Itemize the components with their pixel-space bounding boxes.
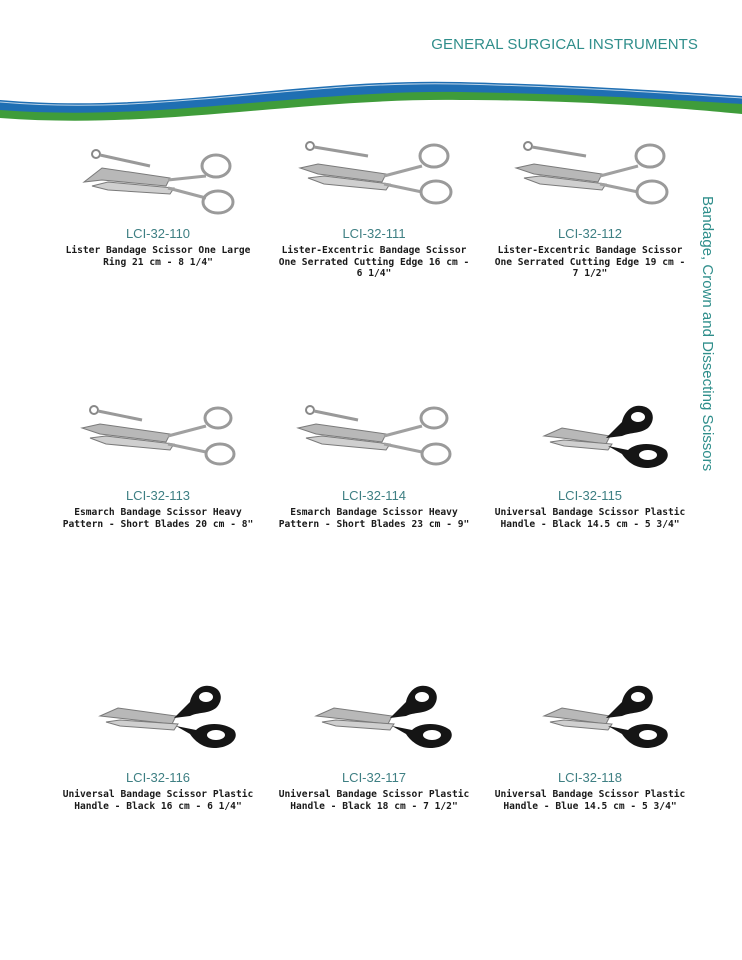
page-title: GENERAL SURGICAL INSTRUMENTS [431,36,698,53]
product-code: LCI-32-115 [557,488,623,503]
product-description: Lister Bandage Scissor One Large Ring 21 cm - 8 1/4" [65,245,251,268]
plastic-handle-scissor-icon [510,402,670,482]
product-description: Esmarch Bandage Scissor Heavy Pattern - Short Blades 20 cm - 8" [62,507,254,530]
product-lci-32-117 [274,684,474,812]
product-lci-32-115 [490,402,690,530]
product-lci-32-112 [490,140,690,280]
section-side-title: Bandage, Crown and Dissecting Scissors [699,196,716,472]
plastic-handle-scissor-icon [78,684,238,764]
product-code: LCI-32-114 [341,488,407,503]
product-code: LCI-32-117 [341,770,407,785]
product-lci-32-111 [274,140,474,280]
plastic-handle-scissor-icon [510,684,670,764]
product-lci-32-118 [490,684,690,812]
header-wave-banner [0,78,742,130]
product-code: LCI-32-118 [557,770,623,785]
metal-bandage-scissor-icon [294,402,454,482]
product-description: Lister-Excentric Bandage Scissor One Serrated Cutting Edge 16 cm - 6 1/4" [278,245,470,279]
product-lci-32-113 [58,402,258,530]
product-code: LCI-32-113 [125,488,191,503]
product-description: Universal Bandage Scissor Plastic Handle - Blue 14.5 cm - 5 3/4" [494,789,686,812]
product-lci-32-116 [58,684,258,812]
metal-bandage-scissor-icon [78,140,238,220]
product-description: Universal Bandage Scissor Plastic Handle - Black 16 cm - 6 1/4" [62,789,254,812]
product-description: Esmarch Bandage Scissor Heavy Pattern - Short Blades 23 cm - 9" [278,507,470,530]
product-code: LCI-32-116 [125,770,191,785]
product-lci-32-110 [58,140,258,268]
metal-bandage-scissor-icon [294,140,454,220]
plastic-handle-scissor-icon [294,684,454,764]
metal-bandage-scissor-icon [78,402,238,482]
product-description: Lister-Excentric Bandage Scissor One Serrated Cutting Edge 19 cm - 7 1/2" [494,245,686,279]
product-description: Universal Bandage Scissor Plastic Handle - Black 14.5 cm - 5 3/4" [494,507,686,530]
metal-bandage-scissor-icon [510,140,670,220]
product-code: LCI-32-111 [342,226,406,241]
product-code: LCI-32-110 [125,226,191,241]
product-lci-32-114 [274,402,474,530]
product-code: LCI-32-112 [557,226,623,241]
product-description: Universal Bandage Scissor Plastic Handle - Black 18 cm - 7 1/2" [278,789,470,812]
